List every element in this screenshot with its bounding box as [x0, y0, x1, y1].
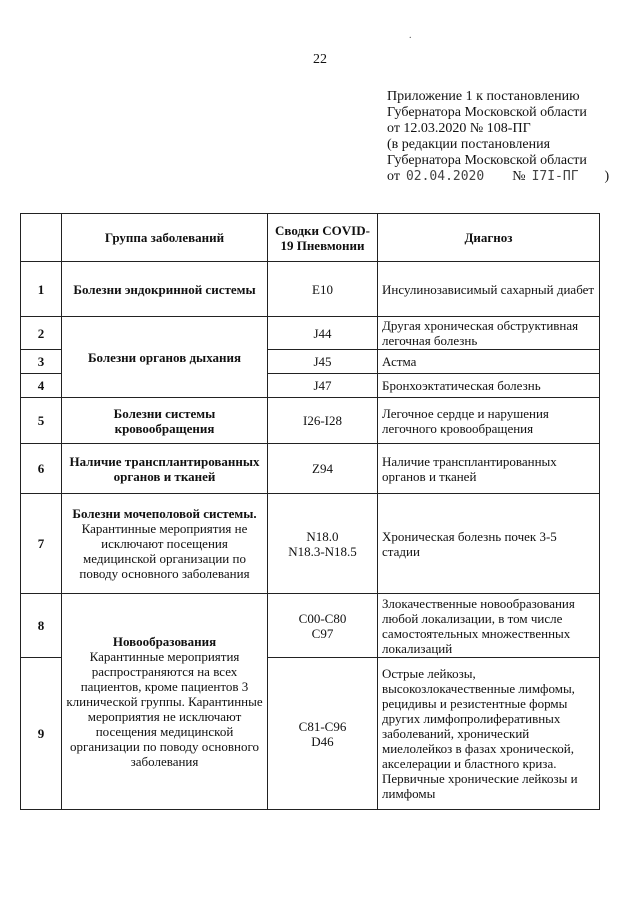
row-code	[268, 317, 378, 350]
row-code	[268, 398, 378, 444]
table-row	[21, 398, 600, 444]
table-row	[21, 494, 600, 594]
group-note: Карантинные мероприятия распространяются на всех пациентов, кроме пациентов 3 клинической группы. Карантинные мероприятия не исключают посещения медицинской организации по поводу основного заболевания	[66, 649, 263, 769]
row-group	[62, 594, 268, 810]
appendix-heading	[387, 89, 627, 185]
code-value: C00-C80	[298, 610, 347, 626]
appendix-line-3: от 12.03.2020 № 108-ПГ	[387, 121, 531, 136]
handwritten-date: 02.04.2020	[405, 169, 485, 184]
table-row	[21, 317, 600, 350]
row-group	[62, 444, 268, 494]
appendix-line-1: Приложение 1 к постановлению	[387, 89, 580, 104]
row-number: 3	[21, 350, 62, 374]
row-number: 1	[21, 262, 62, 317]
row-code	[268, 262, 378, 317]
code-value: J45	[313, 354, 332, 369]
appendix-line-4: (в редакции постановления	[387, 137, 551, 152]
row-code	[268, 658, 378, 810]
row-diagnosis: Наличие трансплантированных органов и тканей	[378, 444, 600, 494]
row-group	[62, 317, 268, 398]
row-number: 2	[21, 317, 62, 350]
appendix-ot: от	[387, 169, 400, 184]
row-diagnosis: Острые лейкозы, высокозлокачественные лимфомы, рецидивы и резистентные формы других лимфопролиферативных заболеваний, хронический миелолейкоз в фазах хронической, акселерации и бластного криза. Первичные хронические лейкозы и лимфомы	[378, 658, 600, 810]
appendix-line-6	[387, 169, 627, 185]
header-diagnosis: Диагноз	[378, 214, 600, 262]
row-diagnosis: Инсулинозависимый сахарный диабет	[378, 262, 600, 317]
header-covid: Сводки COVID-19 Пневмонии	[268, 214, 378, 262]
code-value: Z94	[312, 461, 333, 476]
row-diagnosis: Легочное сердце и нарушения легочного кровообращения	[378, 398, 600, 444]
group-title: Болезни системы кровообращения	[113, 405, 216, 436]
speck-mark: .	[409, 30, 412, 41]
row-number: 7	[21, 494, 62, 594]
diseases-table	[20, 213, 600, 810]
code-value: N18.0	[306, 528, 339, 544]
row-diagnosis: Бронхоэктатическая болезнь	[378, 374, 600, 398]
handwritten-number: I7I-ПГ	[531, 169, 579, 184]
group-title: Болезни органов дыхания	[87, 349, 242, 365]
code-value: C81-C96	[298, 718, 347, 734]
appendix-line-2: Губернатора Московской области	[387, 105, 587, 120]
table-row	[21, 444, 600, 494]
row-code	[268, 444, 378, 494]
row-number: 4	[21, 374, 62, 398]
appendix-line-5: Губернатора Московской области	[387, 153, 587, 168]
code-value: N18.3-N18.5	[288, 543, 357, 559]
row-number: 6	[21, 444, 62, 494]
closing-paren: )	[604, 169, 610, 184]
row-group	[62, 494, 268, 594]
code-value: J44	[313, 325, 332, 341]
code-value: C97	[311, 625, 334, 641]
header-num	[21, 214, 62, 262]
row-code	[268, 594, 378, 658]
row-diagnosis: Другая хроническая обструктивная легочная болезнь	[378, 317, 600, 350]
number-sign: №	[512, 169, 526, 184]
row-number: 9	[21, 658, 62, 810]
row-diagnosis: Хроническая болезнь почек 3-5 стадии	[378, 494, 600, 594]
row-number: 8	[21, 594, 62, 658]
table-row	[21, 594, 600, 658]
row-diagnosis: Злокачественные новообразования любой локализации, в том числе самостоятельных множественных локализаций	[378, 594, 600, 658]
row-group	[62, 262, 268, 317]
group-note: Карантинные мероприятия не исключают посещения медицинской организации по поводу основного заболевания	[79, 521, 250, 581]
group-title: Болезни мочеполовой системы.	[72, 506, 257, 521]
group-title: Болезни эндокринной системы	[73, 281, 256, 297]
code-value: E10	[312, 281, 333, 297]
code-value: J47	[313, 378, 332, 393]
table-row	[21, 262, 600, 317]
code-value: I26-I28	[303, 413, 342, 428]
code-value: D46	[311, 733, 334, 749]
row-code	[268, 374, 378, 398]
page-number: 22	[313, 52, 327, 67]
header-group: Группа заболеваний	[62, 214, 268, 262]
row-group	[62, 398, 268, 444]
row-number: 5	[21, 398, 62, 444]
group-title: Новообразования	[112, 634, 217, 649]
group-title: Наличие трансплантированных органов и тканей	[69, 453, 260, 484]
row-code	[268, 350, 378, 374]
row-code	[268, 494, 378, 594]
row-diagnosis: Астма	[378, 350, 600, 374]
table-header-row	[21, 214, 600, 262]
